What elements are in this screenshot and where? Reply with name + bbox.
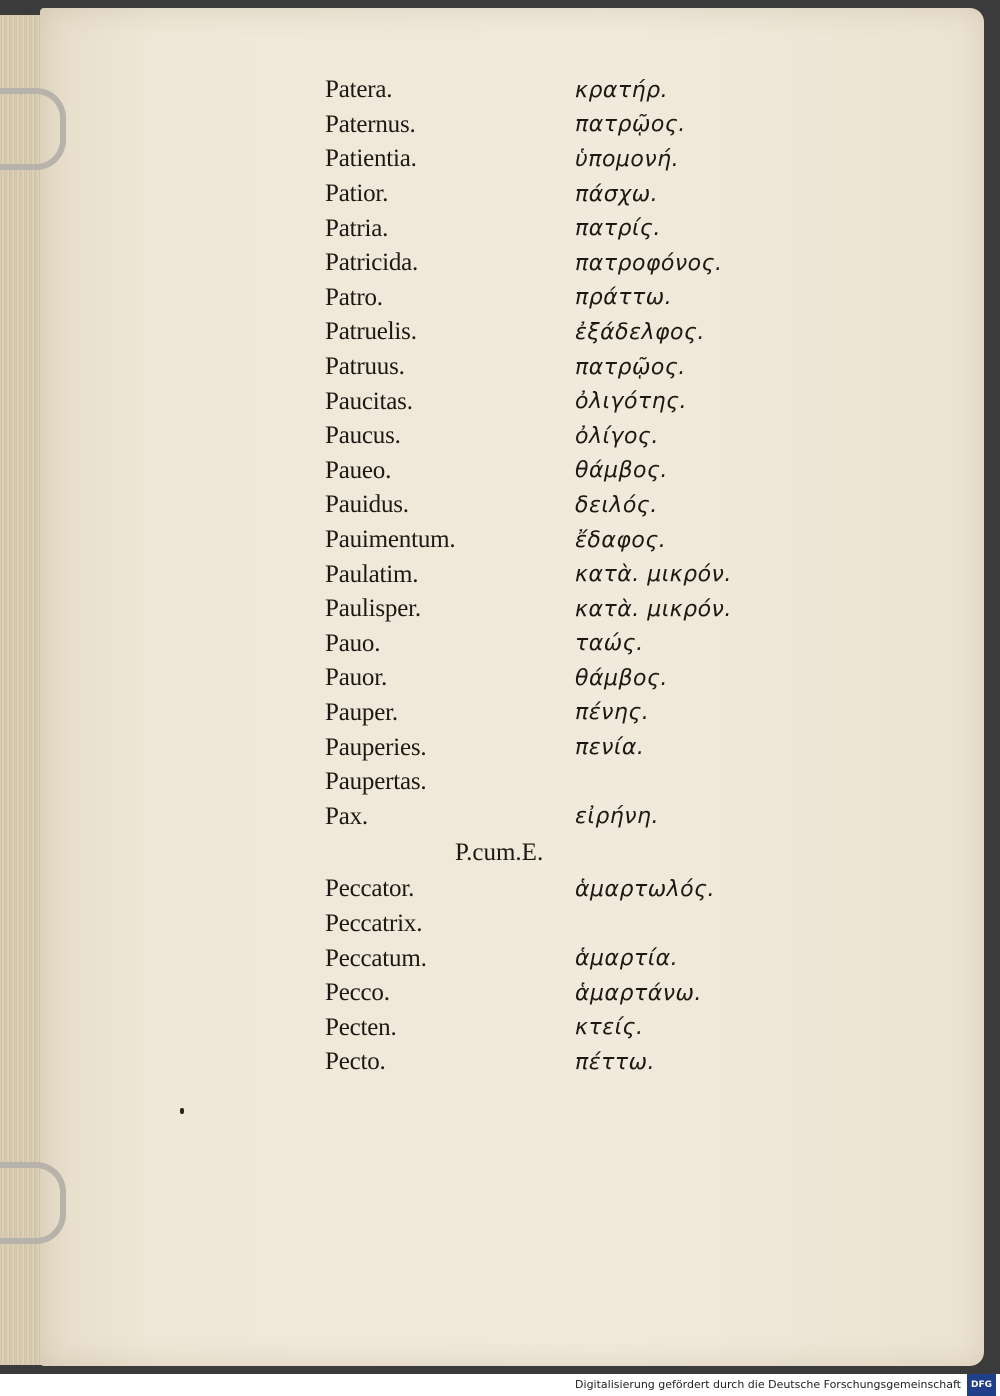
greek-term: κατὰ. μικρόν. — [575, 562, 732, 588]
latin-term: Paucitas. — [325, 387, 413, 415]
latin-term: Paulatim. — [325, 560, 419, 588]
greek-term: πατροφόνος. — [575, 250, 723, 276]
greek-term: πένης. — [575, 700, 650, 726]
section-heading: P.cum.E. — [455, 839, 544, 867]
greek-term: πράττω. — [575, 285, 673, 311]
latin-term: Pauper. — [325, 698, 398, 726]
greek-term: κρατήρ. — [575, 77, 669, 103]
latin-term: Paueo. — [325, 456, 392, 484]
latin-term: Peccator. — [325, 875, 415, 903]
greek-term: πατρῷος. — [575, 112, 686, 138]
dictionary-entries — [325, 73, 885, 1080]
greek-term: ἔδαφος. — [575, 527, 667, 553]
entry-row — [325, 488, 885, 523]
greek-term: πέττω. — [575, 1049, 656, 1075]
greek-term: πάσχω. — [575, 181, 659, 207]
greek-term: ἁμαρτία. — [575, 946, 679, 972]
latin-term: Paternus. — [325, 110, 416, 138]
latin-term: Pax. — [325, 802, 368, 830]
entry-row — [325, 246, 885, 281]
entry-row — [325, 907, 885, 942]
greek-term: κτείς. — [575, 1015, 644, 1041]
greek-term: θάμβος. — [575, 458, 668, 484]
page-clip-top — [0, 88, 66, 170]
entry-row — [325, 1010, 885, 1045]
latin-term: Peccatrix. — [325, 909, 423, 937]
greek-term: κατὰ. μικρόν. — [575, 596, 732, 622]
entry-row — [325, 523, 885, 558]
greek-term: πατρῷος. — [575, 354, 686, 380]
latin-term: Pecco. — [325, 979, 390, 1007]
entry-row — [325, 661, 885, 696]
entry-row — [325, 941, 885, 976]
latin-term: Pauor. — [325, 664, 387, 692]
latin-term: Patruus. — [325, 353, 405, 381]
latin-term: Patientia. — [325, 145, 417, 173]
entry-row — [325, 281, 885, 316]
entry-row — [325, 592, 885, 627]
greek-term: ἐξάδελφος. — [575, 319, 705, 345]
entry-row — [325, 872, 885, 907]
latin-term: Patruelis. — [325, 318, 417, 346]
dfg-logo: DFG — [967, 1374, 996, 1396]
entry-row — [325, 315, 885, 350]
greek-term: ὀλιγότης. — [575, 389, 687, 415]
greek-term: πενία. — [575, 735, 645, 761]
entry-row — [325, 350, 885, 385]
latin-term: Patricida. — [325, 249, 419, 277]
entry-row — [325, 976, 885, 1011]
entry-row — [325, 557, 885, 592]
greek-term: θάμβος. — [575, 665, 668, 691]
latin-term: Paupertas. — [325, 768, 427, 796]
latin-term: Pauperies. — [325, 733, 427, 761]
funding-credit: Digitalisierung gefördert durch die Deutsche Forschungsgemeinschaft — [575, 1378, 961, 1391]
greek-term: πατρίς. — [575, 216, 661, 242]
entry-row — [325, 1045, 885, 1080]
latin-term: Pauidus. — [325, 491, 409, 519]
entry-row — [325, 419, 885, 454]
latin-term: Paulisper. — [325, 595, 421, 623]
greek-term: ὑπομονή. — [575, 146, 680, 172]
entry-row — [325, 627, 885, 662]
entry-row — [325, 142, 885, 177]
entry-row — [325, 211, 885, 246]
page-clip-bottom — [0, 1162, 66, 1244]
greek-term: ἁμαρτωλός. — [575, 876, 716, 902]
entry-row — [325, 799, 885, 834]
latin-term: Paucus. — [325, 422, 401, 450]
latin-term: Pecto. — [325, 1048, 386, 1076]
entry-row — [325, 765, 885, 800]
greek-term: ἁμαρτάνω. — [575, 980, 702, 1006]
entry-row — [325, 454, 885, 489]
latin-term: Peccatum. — [325, 944, 427, 972]
entry-row — [325, 384, 885, 419]
entry-row — [325, 696, 885, 731]
greek-term: ὀλίγος. — [575, 423, 659, 449]
latin-term: Pauimentum. — [325, 526, 456, 554]
digitization-footer — [0, 1374, 1000, 1394]
entry-row — [325, 73, 885, 108]
latin-term: Pauo. — [325, 629, 381, 657]
latin-term: Pecten. — [325, 1013, 397, 1041]
latin-term: Patro. — [325, 283, 383, 311]
greek-term: δειλός. — [575, 492, 658, 518]
entry-row — [325, 108, 885, 143]
greek-term: ταώς. — [575, 631, 644, 657]
latin-term: Patera. — [325, 76, 393, 104]
entry-row — [325, 730, 885, 765]
latin-term: Patria. — [325, 214, 389, 242]
greek-term: εἰρήνη. — [575, 804, 659, 830]
latin-term: Patior. — [325, 180, 389, 208]
ink-speck — [180, 1108, 184, 1114]
entry-row — [325, 177, 885, 212]
